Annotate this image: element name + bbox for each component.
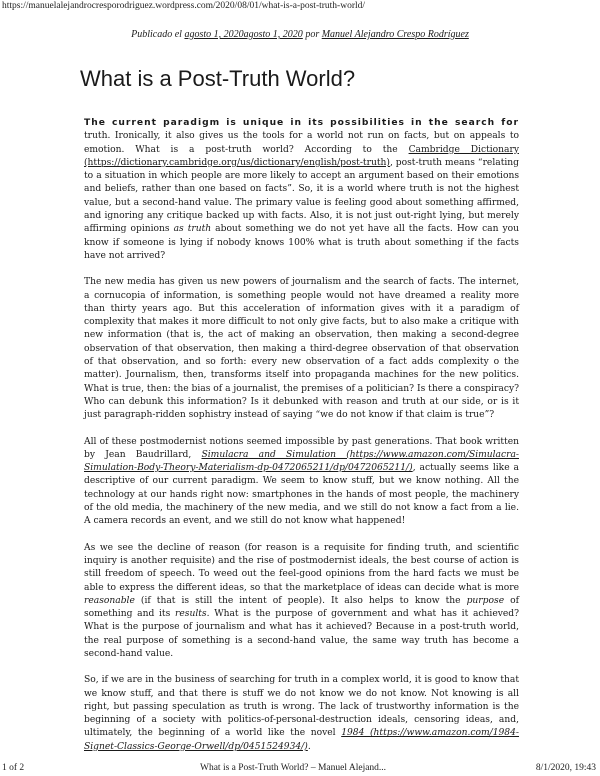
paragraph-text: , actually seems like a descriptive of our current paradigm. We seem to know stuff, but we know nothing. All the technology at our hands right now: smartphones in the hands of most people, the machinery of the old media, the machinery of the new media, and we still do not know a fact from a lie. A camera records an event, and we still do not know what happened! [84,463,519,527]
article-paragraph-5 [84,674,519,754]
print-datetime: 8/1/2020, 19:43 [535,763,596,773]
paragraph-text: about something we do not yet have all the facts. How can you know if someone is lying if nobody knows 100% what is truth about something if the facts have not arrived? [84,224,520,261]
emphasis-text: results [175,609,207,620]
print-footer-title: What is a Post-Truth World? – Manuel Alejand... [200,763,387,773]
emphasis-text: as truth [173,224,212,235]
article-paragraph-1 [84,117,519,263]
post-date-link[interactable]: agosto 1, 2020agosto 1, 2020 [184,29,303,40]
paragraph-text: As we see the decline of reason (for reason is a requisite for finding truth, and scientific inquiry is another requisite) and the rise of postmodernist ideals, the best course of action is still freedom of speech. To weed out the feel-good opinions from the hard facts we must be able to express the different ideas, so that the marketplace of ideas can decide what is more [84,542,519,593]
paragraph-text: truth. Ironically, it also gives us the tools for a world not run on facts, but on appeals to emotion. What is a post-truth world? According to the [84,131,519,155]
paragraph-text: All of these postmodernist notions seemed impossible by past generations. That book written by Jean Baudrillard, [84,436,519,460]
author-link[interactable]: Manuel Alejandro Crespo Rodríguez [321,29,469,40]
emphasis-text: reasonable [84,595,135,606]
simulacra-link[interactable]: Simulacra and Simulation (https://www.amazon.com/Simulacra-Simulation-Body-Theory-Materialism-dp-0472065211/dp/0472065211/) [84,449,519,474]
print-footer [0,763,600,775]
paragraph-text: , post-truth means “relating to a situation in which people are more likely to accept an argument based on their emotions and beliefs, rather than one based on facts”. So, it is a world where truth is not the highest value, but a second-hand value. The primary value is feeling good about something affirmed, and ignoring any critique backed up with facts. Also, it is not just out-right lying, but merely affirming opinions [84,157,519,235]
page-number: 1 of 2 [2,763,25,773]
post-byline [0,29,600,40]
article-paragraph-3 [84,436,519,529]
cambridge-dictionary-link[interactable]: Cambridge Dictionary (https://dictionary.cambridge.org/us/dictionary/english/post-truth) [84,144,519,168]
paragraph-text: So, if we are in the business of searching for truth in a complex world, it is good to know that we know stuff, and that there is stuff we do not know we do not know. Not knowing is all right, but passing speculation as truth is wrong. The lack of trustworthy information is the beginning of a society with politics-of-personal-destruction ideals, censoring ideas, and, ultimately, the beginning of a world like the novel [84,675,519,739]
novel-1984-link[interactable]: 1984 (https://www.amazon.com/1984-Signet-Classics-George-Orwell/dp/0451524934/) [84,728,520,752]
print-header-url: https://manuelalejandrocresporodriguez.wordpress.com/2020/08/01/what-is-a-post-truth-world/ [2,1,366,11]
byline-prefix: Publicado el [131,29,182,40]
article-paragraph-4 [84,542,519,662]
page-title: What is a Post-Truth World? [80,66,356,91]
paragraph-text: . What is the purpose of government and what has it achieved? What is the purpose of journalism and what has it achieved? Because in a post-truth world, the real purpose of something is a second-hand value, the same way truth has become a second-hand value. [84,609,520,659]
paragraph-text: (if that is still the intent of people). It also helps to know the [140,595,461,606]
byline-by: por [305,29,320,40]
emphasis-text: purpose [466,595,505,606]
lead-sentence: The current paradigm is unique in its possibilities in the search for [84,118,519,128]
paragraph-text: of something and its [84,595,520,620]
article-paragraph-2: The new media has given us new powers of journalism and the search of facts. The internet, a cornucopia of information, is something people would not have dreamed a reality more than thirty years ago. But this acceleration of information gives with it a paradigm of complexity that makes it more difficult to not only give facts, but to also make a critique with new information (that is, the act of making an observation, then making a second-degree observation of that observation, then making a third-degree observation of that observation of that observation, and so forth: every new observation of a fact adds complexity o the matter). Journalism, then, transforms itself into propaganda machines for the new politics. What is true, then: the bias of a journalist, the premises of a politician? Is there a conspiracy? Who can debunk this information? Is it debunked with reason and truth at our side, or is it just paragraph-ridden sophistry instead of saying “we do not know if that claim is true”? [84,277,519,421]
paragraph-text: . [307,741,311,752]
article-body [84,117,519,767]
